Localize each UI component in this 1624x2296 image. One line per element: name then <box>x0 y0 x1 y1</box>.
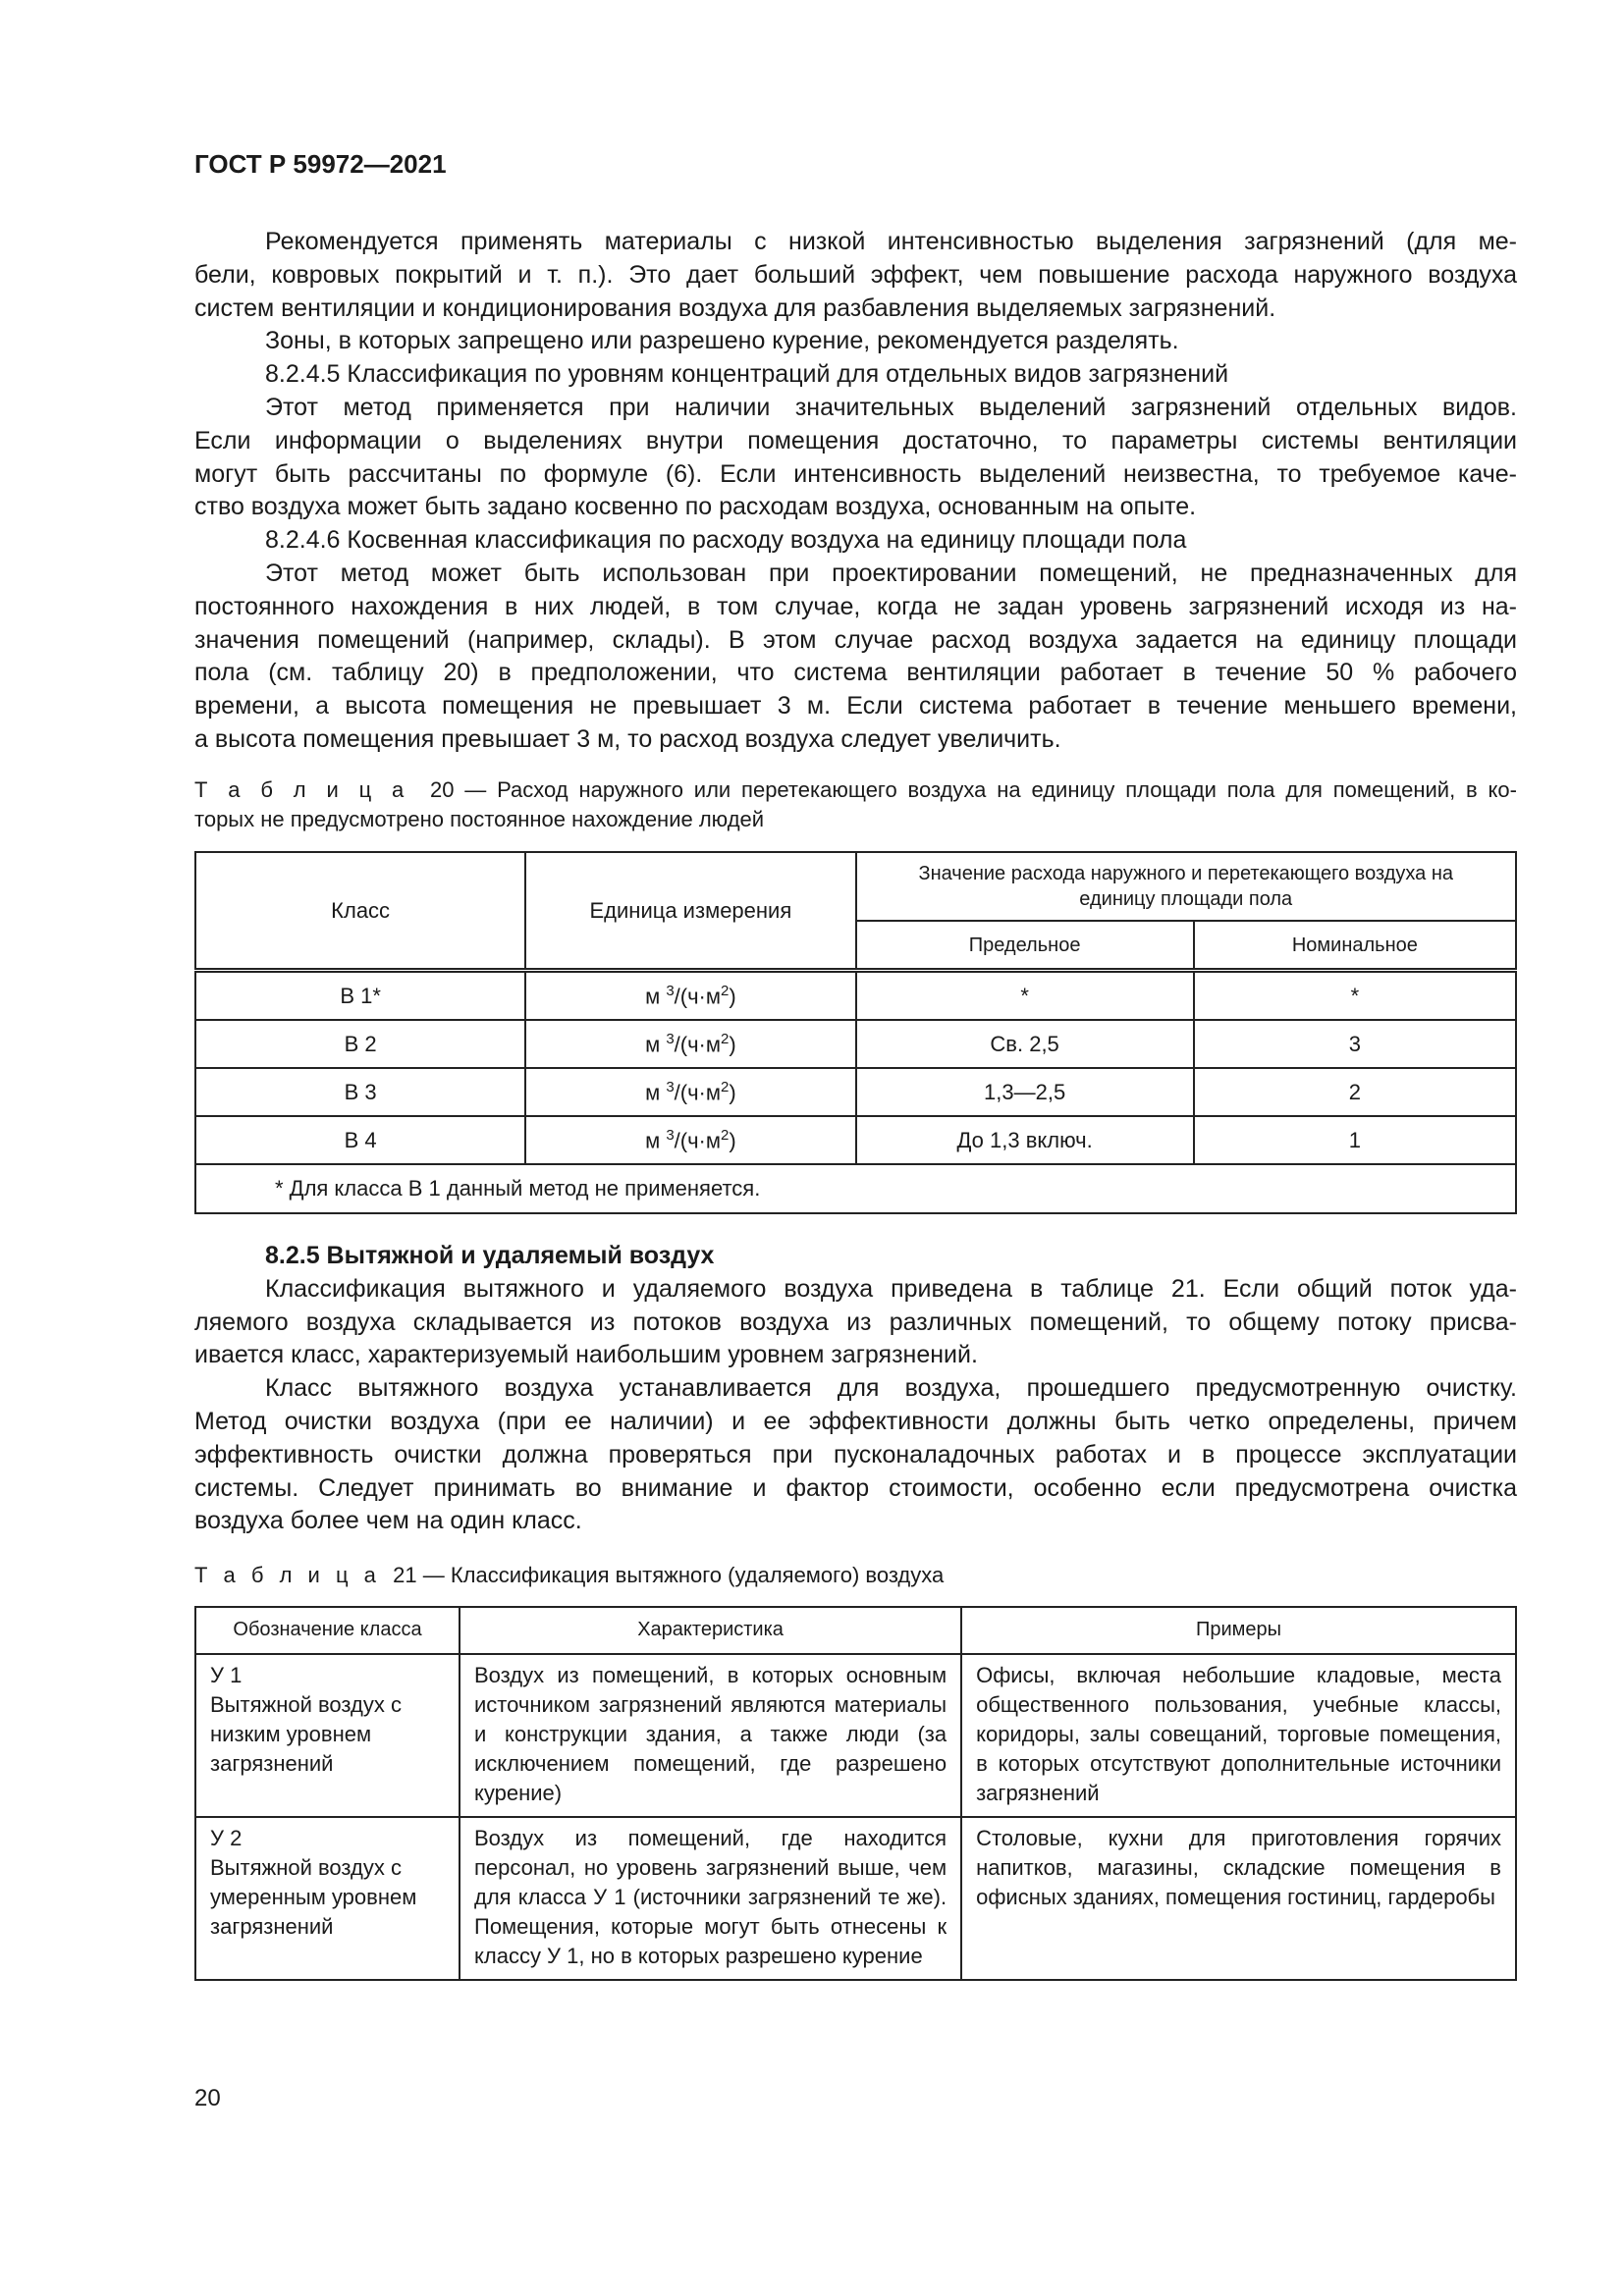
class-name: Вытяжной воздух с умеренным уровнем загрязнений <box>210 1855 417 1939</box>
text-line: а высота помещения превышает 3 м, то расход воздуха следует увеличить. <box>194 724 1061 753</box>
unit-mid: /(ч·м <box>674 1032 722 1057</box>
header-characteristic: Характеристика <box>460 1607 961 1654</box>
header-limit: Предельное <box>856 921 1194 971</box>
cell-class <box>195 1817 460 1980</box>
unit-end: ) <box>729 1080 736 1105</box>
table-row <box>195 1654 1516 1817</box>
text-line: могут быть рассчитаны по формуле (6). Если интенсивность выделений неизвестна, то требуемое каче- <box>194 459 1517 488</box>
class-code: У 1 <box>210 1663 243 1687</box>
unit-exp: 3 <box>666 1030 675 1047</box>
paragraph <box>194 226 1517 325</box>
header-class: Класс <box>195 852 525 971</box>
cell-nominal: * <box>1194 971 1516 1021</box>
unit-exp2: 2 <box>721 1126 730 1144</box>
cell-unit <box>525 1116 855 1164</box>
text-line: значения помещений (например, склады). В этом случае расход воздуха задается на единицу площади <box>194 625 1517 654</box>
unit-exp2: 2 <box>721 982 730 999</box>
text-line: Этот метод может быть использован при проектировании помещений, не предназначенных для <box>265 559 1517 587</box>
text-line: Класс вытяжного воздуха устанавливается для воздуха, прошедшего предусмотренную очистку. <box>265 1374 1517 1403</box>
unit-end: ) <box>729 1032 736 1057</box>
unit-mid: /(ч·м <box>674 984 722 1009</box>
cell-class: В 1* <box>195 971 525 1021</box>
unit-base: м <box>645 1032 661 1057</box>
unit-exp2: 2 <box>721 1030 730 1047</box>
class-code: У 2 <box>210 1826 243 1850</box>
table-row <box>195 1817 1516 1980</box>
unit-base: м <box>645 984 661 1009</box>
unit-base: м <box>645 1080 661 1105</box>
header-class-code: Обозначение класса <box>195 1607 460 1654</box>
cell-limit: 1,3—2,5 <box>856 1068 1194 1116</box>
table20-caption <box>194 775 1517 834</box>
unit-end: ) <box>729 984 736 1009</box>
mid-text <box>194 1240 1517 1538</box>
header-value: Значение расхода наружного и перетекающего воздуха на единицу площади пола <box>856 852 1517 921</box>
paragraph <box>194 524 1517 558</box>
unit-exp: 3 <box>666 982 675 999</box>
table-21 <box>194 1606 1517 1981</box>
paragraph <box>194 1372 1517 1538</box>
text-line: Этот метод применяется при наличии значительных выделений загрязнений отдельных видов. <box>265 393 1517 421</box>
text-line: постоянного нахождения в них людей, в том случае, когда не задан уровень загрязнений исходя из на- <box>194 592 1517 620</box>
unit-end: ) <box>729 1128 736 1153</box>
cell-unit <box>525 1020 855 1068</box>
paragraph <box>194 558 1517 757</box>
text-line: Если информации о выделениях внутри помещения достаточно, то параметры системы вентиляции <box>194 426 1517 454</box>
cell-examples: Офисы, включая небольшие кладовые, места общественного пользования, учебные классы, коридоры, залы совещаний, торговые помещения, в которых отсутствуют дополнительные источники загрязнений <box>961 1654 1516 1817</box>
document-header: ГОСТ Р 59972—2021 <box>194 149 447 179</box>
table20-caption-line: 20 — Расход наружного или перетекающего воздуха на единицу площади пола для помещений, в ко- <box>429 777 1517 802</box>
table-row <box>195 1116 1516 1164</box>
table21-caption-text: 21 — Классификация вытяжного (удаляемого) воздуха <box>393 1563 945 1587</box>
table21-label: Т а б л и ц а <box>194 1563 381 1587</box>
unit-mid: /(ч·м <box>674 1080 722 1105</box>
class-name: Вытяжной воздух с низким уровнем загрязнений <box>210 1692 402 1776</box>
text-line: 8.2.4.6 Косвенная классификация по расходу воздуха на единицу площади пола <box>265 526 1187 555</box>
paragraph <box>194 1273 1517 1372</box>
cell-characteristic: Воздух из помещений, где находится персонал, но уровень загрязнений выше, чем для класса У 1 (источники загрязнений те же). Помещения, которые могут быть отнесены к классу У 1, но в которых разрешено курение <box>460 1817 961 1980</box>
text-line: системы. Следует принимать во внимание и фактор стоимости, особенно если предусмотрена очистка <box>194 1473 1517 1502</box>
text-line: ство воздуха может быть задано косвенно по расходам воздуха, основанным на опыте. <box>194 493 1197 521</box>
table-row <box>195 1020 1516 1068</box>
text-line: ивается класс, характеризуемый наибольшим уровнем загрязнений. <box>194 1341 978 1369</box>
text-line: времени, а высота помещения не превышает 3 м. Если система работает в течение меньшего времени, <box>194 692 1517 721</box>
text-line: Метод очистки воздуха (при ее наличии) и ее эффективности должны быть четко определены, причем <box>194 1407 1517 1435</box>
unit-exp: 3 <box>666 1078 675 1095</box>
paragraph <box>194 392 1517 524</box>
text-line: пола (см. таблицу 20) в предположении, что система вентиляции работает в течение 50 % рабочего <box>194 659 1517 687</box>
text-line: эффективность очистки должна проверяться при пусконаладочных работах и в процессе эксплуатации <box>194 1440 1517 1468</box>
text-line: ляемого воздуха складывается из потоков воздуха из различных помещений, то общему потоку присва- <box>194 1308 1517 1336</box>
header-unit: Единица измерения <box>525 852 855 971</box>
unit-exp2: 2 <box>721 1078 730 1095</box>
page-number: 20 <box>194 2085 221 2111</box>
text-line: воздуха более чем на один класс. <box>194 1507 582 1535</box>
cell-limit: До 1,3 включ. <box>856 1116 1194 1164</box>
header-nominal: Номинальное <box>1194 921 1516 971</box>
cell-unit <box>525 971 855 1021</box>
cell-characteristic: Воздух из помещений, в которых основным источником загрязнений являются материалы и конструкции здания, а также люди (за исключением помещений, где разрешено курение) <box>460 1654 961 1817</box>
cell-unit <box>525 1068 855 1116</box>
table-row <box>195 971 1516 1021</box>
unit-exp: 3 <box>666 1126 675 1144</box>
cell-nominal: 3 <box>1194 1020 1516 1068</box>
text-line: Рекомендуется применять материалы с низкой интенсивностью выделения загрязнений (для ме- <box>265 228 1517 255</box>
table20-footnote: * Для класса В 1 данный метод не применяется. <box>195 1164 1516 1213</box>
text-line: Классификация вытяжного и удаляемого воздуха приведена в таблице 21. Если общий поток уда- <box>265 1274 1517 1303</box>
cell-class: В 2 <box>195 1020 525 1068</box>
section-heading <box>194 1240 1517 1273</box>
text-line: 8.2.4.5 Классификация по уровням концентраций для отдельных видов загрязнений <box>265 360 1229 389</box>
unit-base: м <box>645 1128 661 1153</box>
cell-class <box>195 1654 460 1817</box>
cell-nominal: 1 <box>1194 1116 1516 1164</box>
unit-mid: /(ч·м <box>674 1128 722 1153</box>
cell-limit: * <box>856 971 1194 1021</box>
top-text <box>194 226 1517 757</box>
table20-caption-line: торых не предусмотрено постоянное нахождение людей <box>194 807 765 831</box>
text-line: систем вентиляции и кондиционирования воздуха для разбавления выделяемых загрязнений. <box>194 294 1276 322</box>
table20-label: Т а б л и ц а <box>194 777 409 802</box>
paragraph <box>194 325 1517 358</box>
table-20 <box>194 851 1517 1214</box>
cell-limit: Св. 2,5 <box>856 1020 1194 1068</box>
text-line: Зоны, в которых запрещено или разрешено курение, рекомендуется разделять. <box>265 327 1179 355</box>
cell-nominal: 2 <box>1194 1068 1516 1116</box>
cell-class: В 4 <box>195 1116 525 1164</box>
text-line: 8.2.5 Вытяжной и удаляемый воздух <box>265 1242 715 1269</box>
cell-class: В 3 <box>195 1068 525 1116</box>
table-row <box>195 1068 1516 1116</box>
table21-caption <box>194 1561 1517 1590</box>
paragraph <box>194 358 1517 392</box>
cell-examples: Столовые, кухни для приготовления горячих напитков, магазины, складские помещения в офисных зданиях, помещения гостиниц, гардеробы <box>961 1817 1516 1980</box>
text-line: бели, ковровых покрытий и т. п.). Это дает больший эффект, чем повышение расхода наружного воздуха <box>194 260 1517 289</box>
header-examples: Примеры <box>961 1607 1516 1654</box>
